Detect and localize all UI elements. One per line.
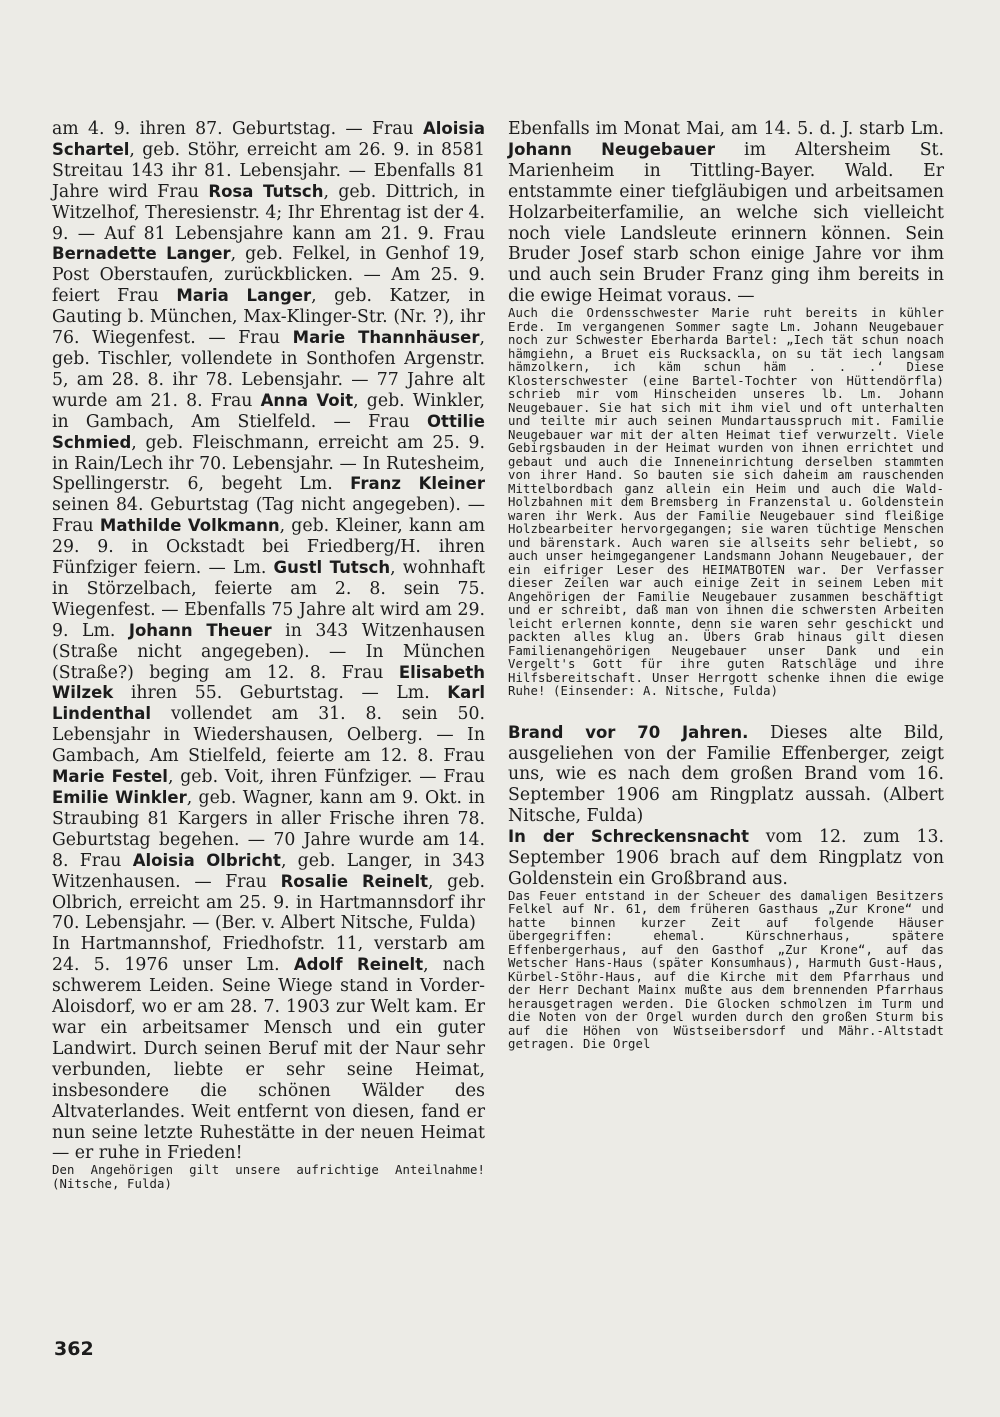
- condolence-note: Den Angehörigen gilt unsere aufrichtige Anteilnahme! (Nitsche, Fulda): [52, 1163, 485, 1191]
- text-run: seinen 84. Geburtstag (Tag nicht angegeben). — Frau: [52, 495, 485, 537]
- text-run: , wohnhaft in Störzelbach, feierte am 2. 8. sein 75. Wiegenfest. — Ebenfalls 75 Jahre alt wird am 29. 9. Lm.: [52, 558, 486, 641]
- bold-name: Johann Neugebauer: [508, 139, 715, 159]
- text-run: , geb. Felkel, in Genhof 19, Post Oberstaufen, zurückblicken. — Am 25. 9. feiert Frau: [52, 244, 486, 307]
- section-spacer: [508, 699, 944, 723]
- bold-name: Mathilde Volkmann: [99, 516, 280, 536]
- bold-name: Bernadette Langer: [52, 244, 231, 264]
- bold-name: Aloisia Schartel: [52, 119, 485, 159]
- text-run: Ebenfalls im Monat Mai, am 14. 5. d. J. starb Lm.: [508, 119, 944, 139]
- bold-name: Ottilie Schmied: [52, 411, 485, 452]
- text-run: In Hartmannshof, Friedhofstr. 11, verstarb am 24. 5. 1976 unser Lm.: [52, 934, 485, 976]
- fire-report-heading: [508, 827, 944, 890]
- bold-name: Brand vor 70 Jahren.: [508, 722, 749, 742]
- bold-name: Elisabeth Wilzek: [52, 662, 485, 703]
- text-run: Dieses alte Bild, ausgeliehen von der Familie Effenberger, zeigt uns, wie es nach dem großen Brand vom 16. September 1906 am Ringplatz aussah. (Albert Nitsche, Fulda): [508, 722, 944, 827]
- text-run: , geb. Winkler, in Gambach, Am Stielfeld. — Frau: [52, 390, 485, 432]
- bold-name: Aloisia Olbricht: [132, 850, 281, 870]
- bold-name: Rosalie Reinelt: [280, 871, 429, 891]
- text-run: vom 12. zum 13. September 1906 brach auf dem Ringplatz von Goldenstein ein Großbrand aus.: [508, 827, 944, 889]
- right-column: [508, 119, 944, 1052]
- text-run: , geb. Wagner, kann am 9. Okt. in Straubing 81 Kargers in aller Frische ihren 78. Geburtstag begehen. — 70 Jahre wurde am 14. 8. Frau: [52, 788, 485, 871]
- bold-name: Franz Kleiner: [350, 474, 485, 494]
- bold-name: Anna Voit: [260, 390, 354, 410]
- text-run: im Altersheim St. Marienheim in Tittling-Bayer. Wald. Er entstammte einer tiefgläubigen und arbeitsamen Holzarbeiterfamilie, an welche sich vielleicht noch viele Landsleute erinnern können. Sein Bruder Josef starb schon einige Jahre vor ihm und auch sein Bruder Franz ging ihm bereits in die ewige Heimat voraus. —: [508, 139, 944, 307]
- text-run: , geb. Dittrich, in Witzelhof, Theresienstr. 4; Ihr Ehrentag ist der 4. 9. — Auf 81 Lebensjahre kann am 21. 9. Frau: [52, 181, 486, 244]
- photo-caption-fire: [508, 723, 944, 828]
- bold-name: Maria Langer: [176, 286, 312, 306]
- bold-name: Rosa Tutsch: [208, 181, 324, 201]
- text-run: in 343 Witzenhausen (Straße nicht angegeben). — In München (Straße?) beging am 12. 8. Frau: [52, 620, 485, 683]
- fire-report-text: Das Feuer entstand in der Scheuer des damaligen Besitzers Felkel auf Nr. 61, dem früheren Gasthaus „Zur Krone“ und hatte binnen kurzer Zeit auf folgende Häuser übergegriffen: ehemal. Kürschnerhaus, spätere Effenbergerhaus, auf den Gasthof „Zur Krone“, auf das Wetscher Hans-Haus (später Konsumhaus), Harmuth Gust-Haus, Kürbel-Stöhr-Haus, auf die Kirche mit dem Pfarrhaus und der Herr Dechant Mainx mußte aus dem brennenden Pfarrhaus herausgetragen werden. Die Glocken schmolzen im Turm und die Noten von der Orgel wurden durch den großen Sturm bis auf die Höhen von Wüstseibersdorf und Mähr.-Altstadt getragen. Die Orgel: [508, 888, 944, 1052]
- text-run: , geb. Olbrich, erreicht am 25. 9. in Hartmannsdorf ihr 70. Lebensjahr. — (Ber. v. Albert Nitsche, Fulda): [52, 871, 485, 934]
- text-run: am 4. 9. ihren 87. Geburtstag. — Frau: [52, 119, 423, 139]
- text-run: , geb. Tischler, vollendete in Sonthofen Argenstr. 5, am 28. 8. ihr 78. Lebensjahr. — 77 Jahre alt wurde am 21. 8. Frau: [52, 328, 486, 411]
- neugebauer-family-note: Auch die Ordensschwester Marie ruht bereits in kühler Erde. Im vergangenen Sommer sagte Lm. Johann Neugebauer noch zur Schwester Eberharda Bartel: „Iech tät schun noach hämgiehn, a Bruet eis Rucksackla, on su tät iech langsam hämzolkern, ich käm schun häm . . .‘ Diese Klosterschwester (eine Bartel-Tochter von Hüttendörfla) schrieb mir vom Hinscheiden unseres lb. Lm. Johann Neugebauer. Sie hat sich mit ihm viel und oft unterhalten und teilte mir auch seinen Mundartausspruch mit. Familie Neugebauer war mit der alten Heimat tief verwurzelt. Viele Gebirgsbauden in der Heimat wurden von ihnen errichtet und gebaut und auch die Inneneinrichtung derselben stammten von ihrer Hand. So bauten sie sich daheim am rauschenden Mittelbordbach ganz allein ein Heim und auch die Wald-Holzbahnen mit dem Bremsberg in Franzenstal u. Goldenstein waren ihr Werk. Aus der Familie Neugebauer sind fleißige Holzbearbeiter hervorgegangen; sie waren tüchtige Menschen und bärenstark. Auch waren sie allseits sehr beliebt, so auch unser heimgegangener Landsmann Johann Neugebauer, der ein eifriger Leser des HEIMATBOTEN war. Der Verfasser dieser Zeilen war auch einige Zeit in seinem Leben mit Angehörigen der Familie Neugebauer zusammen beschäftigt und er schreibt, daß man von ihnen die schwersten Arbeiten leicht erlernen konnte, denn sie waren sehr geschickt und packten alles klug an. Übers Grab hinaus gilt diesen Familienangehörigen Neugebauer unser Dank und ein Vergelt's Gott für ihre guten Ratschläge und ihre Hilfsbereitschaft. Unser Herrgott schenke ihnen die ewige Ruhe! (Einsender: A. Nitsche, Fulda): [508, 306, 944, 699]
- obituary-adolf-reinelt: [52, 934, 485, 1164]
- text-run: , geb. Kleiner, kann am 29. 9. in Ockstadt bei Friedberg/H. ihren Fünfziger feiern. — Lm.: [52, 516, 485, 579]
- obituary-johann-neugebauer: [508, 119, 944, 307]
- left-column: [52, 119, 485, 1191]
- bold-name: Marie Festel: [52, 767, 168, 787]
- bold-name: Marie Thannhäuser: [292, 328, 480, 348]
- text-run: , geb. Fleischmann, erreicht am 25. 9. in Rain/Lech ihr 70. Lebensjahr. — In Rutesheim, Spellingerstr. 6, begeht Lm.: [52, 432, 485, 495]
- bold-name: Karl Lindenthal: [52, 683, 485, 724]
- bold-name: Adolf Reinelt: [293, 955, 424, 975]
- text-run: , nach schwerem Leiden. Seine Wiege stand in Vorder-Aloisdorf, wo er am 28. 7. 1903 zur Welt kam. Er war ein arbeitsamer Mensch und ein guter Landwirt. Durch seinen Beruf mit der Naur sehr verbunden, liebte er sehr seine Heimat, insbesondere die schönen Wälder des Altvaterlandes. Weit entfernt von diesen, fand er nun seine letzte Ruhestätte in der neuen Heimat — er ruhe in Frieden!: [52, 955, 486, 1164]
- text-run: , geb. Stöhr, erreicht am 26. 9. in 8581 Streitau 143 ihr 81. Lebensjahr. — Ebenfalls 81 Jahre wird Frau: [52, 139, 485, 202]
- text-run: ihren 55. Geburtstag. — Lm.: [113, 683, 448, 704]
- bold-name: Johann Theuer: [128, 620, 272, 640]
- text-run: , geb. Langer, in 343 Witzenhausen. — Frau: [52, 850, 485, 892]
- bold-name: Gustl Tutsch: [273, 558, 391, 578]
- text-run: , geb. Katzer, in Gauting b. München, Max-Klinger-Str. (Nr. ?), ihr 76. Wiegenfest. — Frau: [52, 286, 485, 349]
- bold-name: Emilie Winkler: [52, 788, 187, 807]
- birthday-announcements: [52, 119, 485, 934]
- text-run: vollendet am 31. 8. sein 50. Lebensjahr in Wiedershausen, Oelberg. — In Gambach, Am Stielfeld, feierte am 12. 8. Frau: [52, 704, 485, 767]
- page-number: 362: [54, 1338, 94, 1360]
- text-run: , geb. Voit, ihren Fünfziger. — Frau: [167, 767, 485, 788]
- bold-name: In der Schreckensnacht: [508, 827, 750, 847]
